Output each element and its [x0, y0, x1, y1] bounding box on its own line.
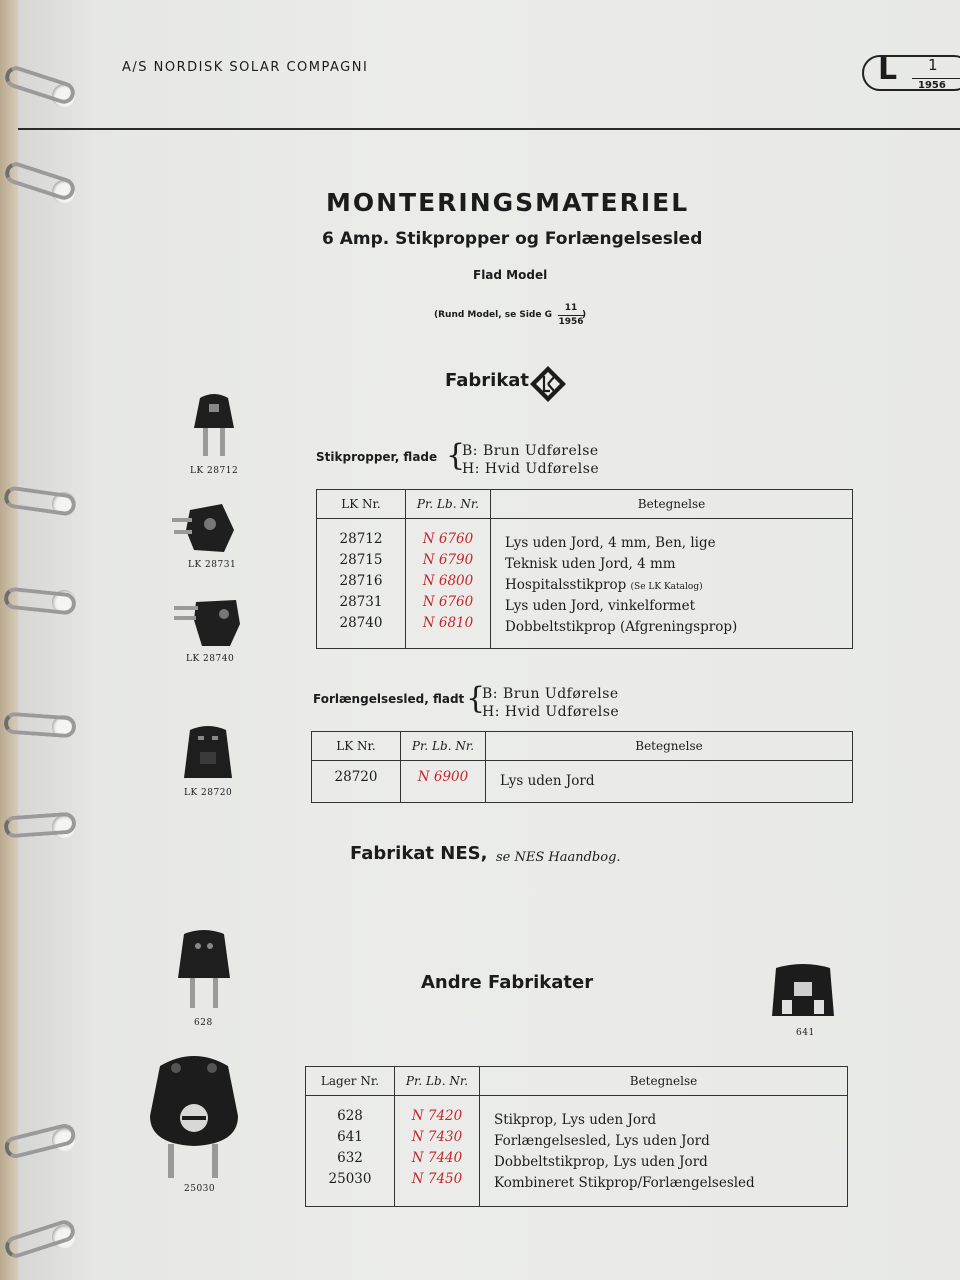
- table-cell: 641: [337, 1129, 363, 1145]
- col-pr-lb-nr: Pr. Lb. Nr.: [406, 490, 491, 519]
- lk-column: [317, 519, 406, 649]
- col-lk-nr: LK Nr.: [317, 490, 406, 519]
- col-betegnelse: Betegnelse: [491, 490, 853, 519]
- table-cell: 28715: [339, 552, 383, 568]
- table-cell: Forlængelsesled, Lys uden Jord: [494, 1133, 710, 1149]
- company-name: A/S NORDISK SOLAR COMPAGNI: [122, 60, 369, 75]
- col-pr-lb-nr: Pr. Lb. Nr.: [395, 1067, 480, 1096]
- caption-628: 628: [194, 1018, 213, 1028]
- reference-text: (Rund Model, se Side G: [434, 310, 552, 320]
- table-cell: Hospitalsstikprop: [505, 577, 627, 593]
- caption-lk28740: LK 28740: [186, 654, 235, 664]
- table-cell: [486, 761, 853, 803]
- col-lager-nr: Lager Nr.: [306, 1067, 395, 1096]
- table-cell: Dobbeltstikprop (Afgreningsprop): [505, 619, 738, 635]
- price-list-number: N 7440: [411, 1150, 463, 1166]
- description: Lys uden Jord: [500, 773, 595, 789]
- caption-lk28712: LK 28712: [190, 466, 239, 476]
- reference-numerator: 11: [564, 303, 578, 313]
- price-list-number: N 7420: [411, 1108, 463, 1124]
- table-cell: [401, 761, 486, 803]
- andre-table: [305, 1066, 848, 1207]
- plug-628-image: [176, 928, 232, 1012]
- page-number: 1: [928, 56, 938, 74]
- price-list-number: N 7450: [411, 1171, 463, 1187]
- plug-lk28720-image: [182, 722, 234, 784]
- variant-white: H: Hvid Udførelse: [462, 461, 600, 477]
- caption-25030: 25030: [184, 1184, 216, 1194]
- table-cell: [312, 761, 401, 803]
- col-pr-lb-nr: Pr. Lb. Nr.: [401, 732, 486, 761]
- stikpropper-label: Stikpropper, flade: [316, 450, 438, 464]
- plug-lk28731-image: [172, 500, 238, 556]
- caption-lk28731: LK 28731: [188, 560, 237, 570]
- table-cell: 632: [337, 1150, 363, 1166]
- price-list-number: N 6790: [422, 552, 474, 568]
- col-betegnelse: Betegnelse: [486, 732, 853, 761]
- caption-lk28720: LK 28720: [184, 788, 233, 798]
- variant-white: H: Hvid Udførelse: [482, 704, 620, 720]
- page-subtitle: 6 Amp. Stikpropper og Forlængelsesled: [322, 229, 703, 249]
- plug-lk28740-image: [172, 596, 242, 650]
- table-row: [312, 761, 853, 803]
- brace: {: [466, 681, 486, 716]
- table-row: [505, 575, 846, 596]
- variant-brown: B: Brun Udførelse: [462, 443, 599, 459]
- desc-column: [480, 1096, 848, 1207]
- fabrikat-label: Fabrikat: [445, 370, 530, 391]
- table-cell: Dobbeltstikprop, Lys uden Jord: [494, 1154, 708, 1170]
- stikpropper-table: [316, 489, 853, 649]
- header-rule: [18, 128, 960, 130]
- model-label: Flad Model: [473, 268, 548, 282]
- table-cell: 28731: [339, 594, 383, 610]
- col-betegnelse: Betegnelse: [480, 1067, 848, 1096]
- pr-column: [395, 1096, 480, 1207]
- price-list-number: N 6900: [417, 769, 469, 785]
- lk-logo: [528, 364, 568, 404]
- socket-641-image: [770, 960, 836, 1024]
- lk-number: 28720: [334, 769, 378, 785]
- page-year: 1956: [918, 80, 946, 91]
- andre-label: Andre Fabrikater: [421, 972, 594, 993]
- table-cell: 25030: [328, 1171, 372, 1187]
- table-cell: 628: [337, 1108, 363, 1124]
- price-list-number: N 6810: [422, 615, 474, 631]
- table-cell: 28712: [339, 531, 383, 547]
- col-lk-nr: LK Nr.: [312, 732, 401, 761]
- table-cell: Teknisk uden Jord, 4 mm: [505, 556, 676, 572]
- price-list-number: N 6800: [422, 573, 474, 589]
- price-list-number: N 6760: [422, 594, 474, 610]
- desc-column: [491, 519, 853, 649]
- table-cell: Kombineret Stikprop/Forlængelsesled: [494, 1175, 755, 1191]
- caption-641: 641: [796, 1028, 815, 1038]
- plug-lk28712-image: [190, 390, 238, 462]
- section-letter: L: [878, 52, 898, 87]
- pr-column: [406, 519, 491, 649]
- nes-label: Fabrikat NES,: [350, 843, 488, 864]
- reference-denominator: 1956: [558, 317, 584, 327]
- plug-25030-image: [146, 1046, 242, 1182]
- table-cell: Stikprop, Lys uden Jord: [494, 1112, 657, 1128]
- forlaengelse-label: Forlængelsesled, fladt: [313, 692, 465, 706]
- table-note: (Se LK Katalog): [630, 582, 703, 592]
- price-list-number: N 6760: [422, 531, 474, 547]
- table-cell: 28716: [339, 573, 383, 589]
- reference-fraction: [558, 303, 587, 328]
- fraction-bar: [558, 315, 584, 316]
- table-cell: Lys uden Jord, vinkelformet: [505, 598, 696, 614]
- reference-close: ): [582, 310, 587, 320]
- variant-brown: B: Brun Udførelse: [482, 686, 619, 702]
- price-list-number: N 7430: [411, 1129, 463, 1145]
- page-title: MONTERINGSMATERIEL: [326, 188, 690, 217]
- badge-divider: [912, 78, 960, 79]
- forlaengelse-table: [311, 731, 853, 803]
- nes-note: se NES Haandbog.: [496, 850, 621, 865]
- brace: {: [446, 438, 466, 473]
- table-cell: 28740: [339, 615, 383, 631]
- lager-column: [306, 1096, 395, 1207]
- table-cell: Lys uden Jord, 4 mm, Ben, lige: [505, 535, 716, 551]
